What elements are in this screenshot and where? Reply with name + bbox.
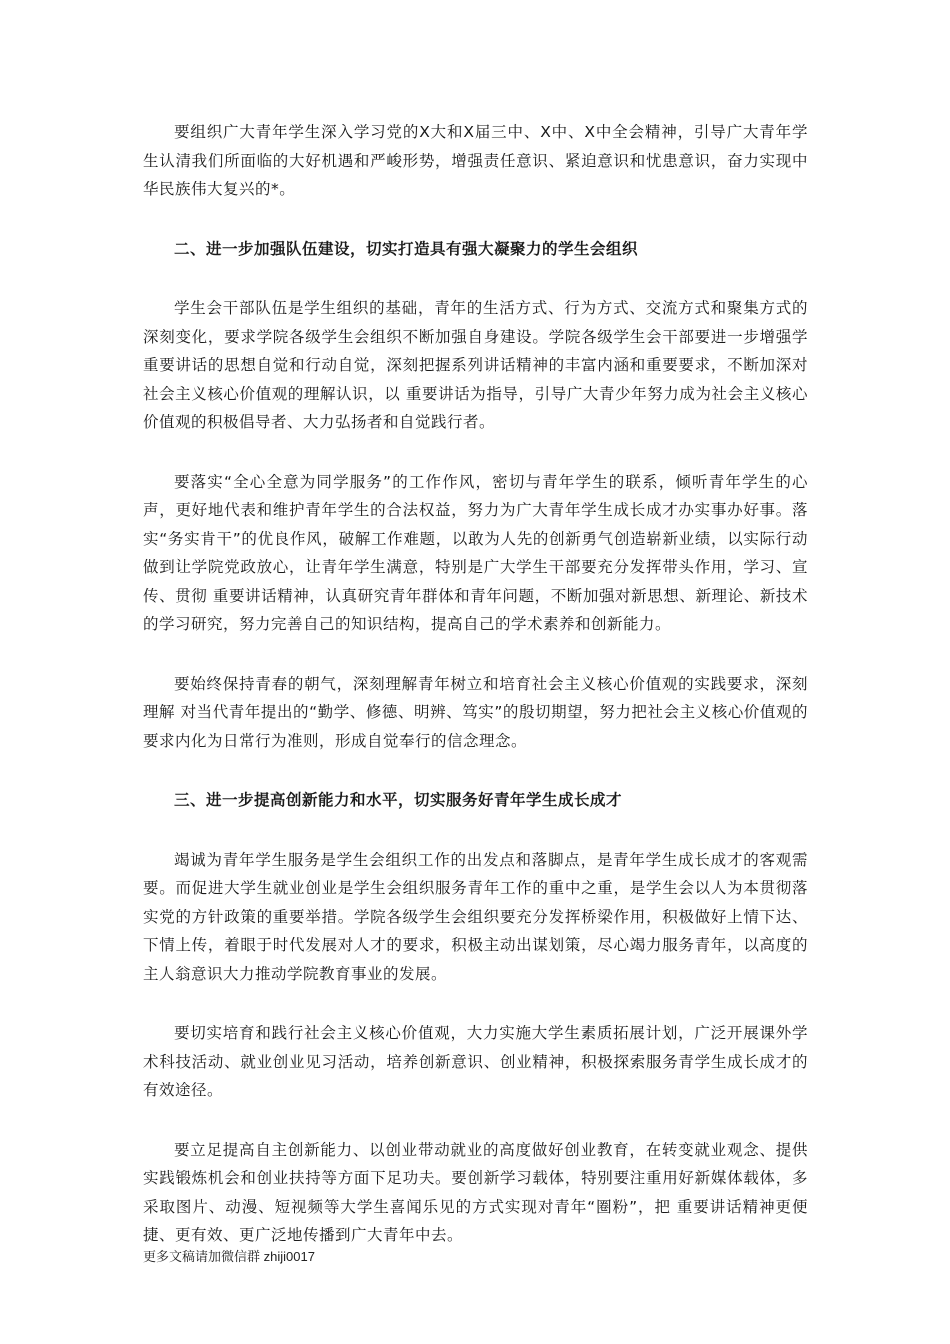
document-body (143, 118, 808, 1281)
paragraph-7: 要立足提高自主创新能力、以创业带动就业的高度做好创业教育，在转变就业观念、提供实践锻炼机会和创业扶持等方面下足功夫。要创新学习载体，特别要注重用好新媒体载体，多采取图片、动漫、短视频等大学生喜闻乐见的方式实现对青年“圈粉”，把 重要讲话精神更便捷、更有效、更广泛地传播到广大青年中去。 (143, 1140, 808, 1244)
section-heading-3: 三、进一步提高创新能力和水平，切实服务好青年学生成长成才 (174, 791, 623, 809)
paragraph-6: 要切实培育和践行社会主义核心价值观，大力实施大学生素质拓展计划，广泛开展课外学术科技活动、就业创业见习活动，培养创新意识、创业精神，积极探索服务青学生成长成才的有效途径。 (143, 1024, 808, 1099)
paragraph-4: 要始终保持青春的朝气，深刻理解青年树立和培育社会主义核心价值观的实践要求，深刻理解 对当代青年提出的“勤学、修德、明辨、笃实”的殷切期望，努力把社会主义核心价值观的要求内化为日常行为准则，形成自觉奉行的信念理念。 (143, 674, 808, 750)
paragraph-1: 要组织广大青年学生深入学习党的X大和X届三中、X中、X中全会精神，引导广大青年学生认清我们所面临的大好机遇和严峻形势，增强责任意识、紧迫意识和忧患意识，奋力实现中华民族伟大复兴的*。 (143, 123, 808, 198)
paragraph-5: 竭诚为青年学生服务是学生会组织工作的出发点和落脚点，是青年学生成长成才的客观需要。而促进大学生就业创业是学生会组织服务青年工作的重中之重，是学生会以人为本贯彻落实党的方针政策的重要举措。学院各级学生会组织要充分发挥桥梁作用，积极做好上情下达、下情上传，着眼于时代发展对人才的要求，积极主动出谋划策，尽心竭力服务青年，以高度的主人翁意识大力推动学院教育事业的发展。 (143, 850, 808, 983)
paragraph-3: 要落实“全心全意为同学服务”的工作作风，密切与青年学生的联系，倾听青年学生的心声，更好地代表和维护青年学生的合法权益，努力为广大青年学生成长成才办实事办好事。落实“务实肯干”的优良作风，破解工作难题，以敢为人先的创新勇气创造崭新业绩，以实际行动做到让学院党政放心，让青年学生满意，特别是广大学生干部要充分发挥带头作用，学习、宣传、贯彻 重要讲话精神，认真研究青年群体和青年问题，不断加强对新思想、新理论、新技术的学习研究，努力完善自己的知识结构，提高自己的学术素养和创新能力。 (143, 472, 808, 633)
footer-note: 更多文稿请加微信群 zhiji0017 (143, 1249, 315, 1264)
paragraph-2: 学生会干部队伍是学生组织的基础，青年的生活方式、行为方式、交流方式和聚集方式的深刻变化，要求学院各级学生会组织不断加强自身建设。学院各级学生会干部要进一步增强学 重要讲话的思想自觉和行动自觉，深刻把握系列讲话精神的丰富内涵和重要要求，不断加深对社会主义核心价值观的理解认识，以 重要讲话为指导，引导广大青少年努力成为社会主义核心价值观的积极倡导者、大力弘扬者和自觉践行者。 (143, 299, 808, 431)
section-heading-2: 二、进一步加强队伍建设，切实打造具有强大凝聚力的学生会组织 (174, 239, 639, 258)
